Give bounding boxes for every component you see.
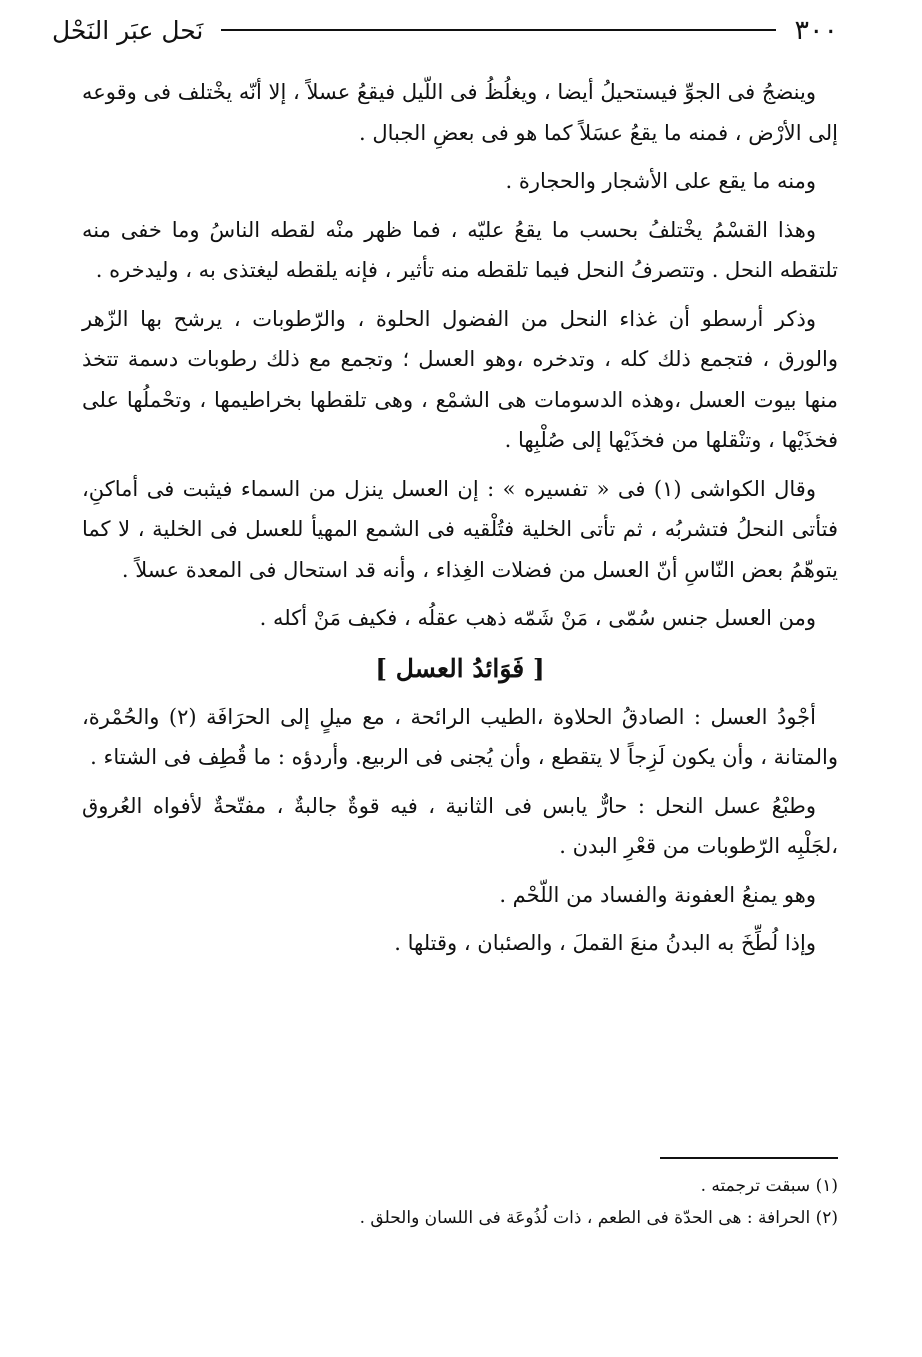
paragraph: ومنه ما يقع على الأشجار والحجارة . xyxy=(505,169,816,193)
paragraph: وطبْعُ عسل النحل : حارٌّ يابس فى الثانية ، فيه قوةٌ جالبةٌ ، مفتّحةٌ لأفواه العُروق ،لجَلْبِه الرّطوبات من قعْرِ البدن . xyxy=(82,793,838,858)
paragraph: ومن العسل جنس سُمّى ، مَنْ شَمّه ذهب عقلُه ، فكيف مَنْ أكله . xyxy=(259,606,816,630)
page-number: ٣٠٠ xyxy=(794,14,838,46)
footnote-rule xyxy=(660,1157,838,1159)
paragraph: وينضجُ فى الجوِّ فيستحيلُ أيضا ، ويغلُظُ فى اللّيل فيقعُ عسلاً ، إلا أنّه يخْتلف فى وقوعه إلى الأرْض ، فمنه ما يقعُ عسَلاً كما هو فى بعضِ الجبال . xyxy=(82,80,838,145)
paragraph: وإذا لُطِّخَ به البدنُ منعَ القملَ ، والصئبان ، وقتلها . xyxy=(394,931,816,955)
page-header xyxy=(52,8,838,52)
paragraph: وذكر أرسطو أن غذاء النحل من الفضول الحلوة ، والرّطوبات ، يرشح بها الزّهر والورق ، فتجمع ذلك كله ، وتدخره ،وهو العسل ؛ وتجمع مع ذلك رطوبات دسمة تتخذ منها بيوت العسل ،وهذه الدسومات هى الشمْع ، وهى تلقطها بخراطيمها ، وتحْملُها على فخذَيْها ، وتنْقلها من فخذَيْها إلى صُلْبِها . xyxy=(82,306,838,452)
footnotes xyxy=(82,1170,838,1234)
footnote: (٢) الحرافة : هى الحدّة فى الطعم ، ذات لُذُوعَة فى اللسان والحلق . xyxy=(359,1208,838,1228)
header-rule xyxy=(221,29,776,31)
paragraph: وهو يمنعُ العفونة والفساد من اللّحْم . xyxy=(499,882,816,907)
paragraph: أجْودُ العسل : الصادقُ الحلاوة ،الطيب الرائحة ، مع ميلٍ إلى الحرَافَة (٢) والحُمْرة، والمتانة ، وأن يكون لَزِجاً لا يتقطع ، وأن يُجنى فى الربيع. وأردؤه : ما قُطِف فى الشتاء . xyxy=(82,704,838,769)
section-heading: [ فَوَائدُ العسل ] xyxy=(375,653,545,683)
body-text xyxy=(82,72,838,972)
footnote: (١) سبقت ترجمته . xyxy=(700,1176,838,1196)
paragraph: وهذا القسْمُ يخْتلفُ بحسب ما يقعُ عليّه ، فما ظهر منْه لقطه الناسُ وما خفى منه تلتقطه النحل . وتتصرفُ النحل فيما تلقطه منه تأثير ، فإنه يلقطه ليغتذى به ، وليدخره . xyxy=(82,217,838,282)
running-title: نَحل عبَر النَحْل xyxy=(52,15,204,45)
paragraph: وقال الكواشى (١) فى « تفسيره » : إن العسل ينزل من السماء فيثبت فى أماكنِ، فتأتى النحلُ فتشربُه ، ثم تأتى الخلية فتُلْقيه فى الشمع المهيأ للعسل فى الخلية ، لا كما يتوهّمُ بعض النّاسِ أنّ العسل من فضلات الغِذاء ، وأنه قد استحال فى المعدة عسلاً . xyxy=(82,476,838,582)
